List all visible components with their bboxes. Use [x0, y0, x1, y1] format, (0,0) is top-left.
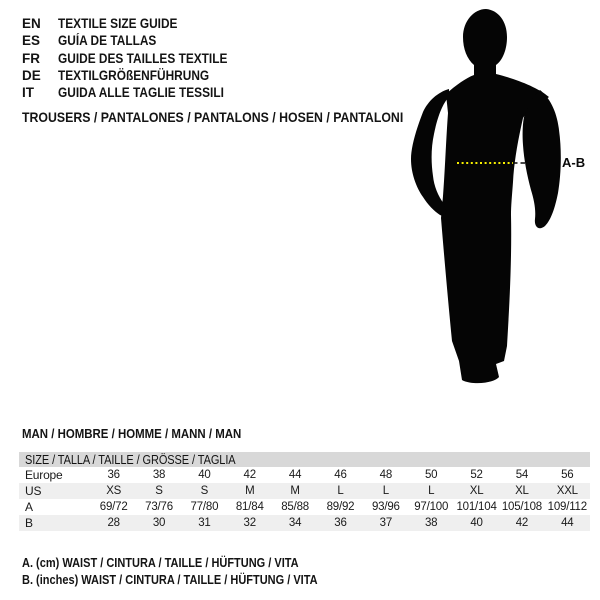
- size-cell: 44: [288, 469, 302, 481]
- row-label: US: [25, 484, 42, 498]
- man-silhouette-figure: [390, 0, 600, 400]
- note-waist-cm-text: A. (cm) WAIST / CINTURA / TAILLE / HÜFTUNG / VITA: [22, 556, 299, 571]
- size-cell: 105/108: [501, 501, 542, 513]
- language-row: [22, 84, 251, 101]
- size-cell: 30: [152, 517, 166, 529]
- language-label: GUÍA DE TALLAS: [58, 33, 157, 49]
- language-row: [22, 15, 251, 32]
- size-cell: L: [337, 485, 344, 497]
- language-code: DE: [22, 68, 41, 84]
- language-code: FR: [22, 50, 40, 66]
- size-cell: 77/80: [190, 501, 219, 513]
- size-cell: 73/76: [145, 501, 173, 513]
- row-label: A: [25, 500, 33, 514]
- language-row: [22, 32, 251, 49]
- size-cell: 40: [470, 517, 483, 529]
- size-cell: 56: [561, 469, 574, 481]
- language-code: ES: [22, 33, 41, 49]
- language-label: GUIDE DES TAILLES TEXTILE: [58, 50, 228, 66]
- language-row: [22, 67, 251, 84]
- size-cell: 69/72: [99, 501, 128, 513]
- size-cell: 50: [424, 469, 438, 481]
- note-waist-cm: [22, 555, 358, 572]
- language-label: GUIDA ALLE TAGLIE TESSILI: [58, 85, 224, 101]
- size-table-body: [19, 467, 590, 531]
- size-cell: 89/92: [326, 501, 355, 513]
- size-cell: 42: [515, 517, 529, 529]
- row-label: B: [25, 516, 33, 530]
- size-cell: 31: [198, 517, 211, 529]
- size-cell: M: [245, 485, 255, 497]
- size-cell: 38: [424, 517, 438, 529]
- size-table: [19, 452, 590, 531]
- category-title-text: TROUSERS / PANTALONES / PANTALONS / HOSEN / PANTALONI: [22, 109, 404, 125]
- size-cell: 46: [334, 469, 347, 481]
- note-waist-inches: [22, 572, 358, 589]
- silhouette-right-arm: [523, 90, 561, 228]
- size-cell: XL: [515, 485, 529, 497]
- size-cell: L: [428, 485, 435, 497]
- size-cell: 36: [107, 469, 120, 481]
- language-legend: [22, 15, 251, 101]
- section-title: [22, 426, 271, 441]
- size-cell: 97/100: [414, 501, 449, 513]
- size-cell: 42: [243, 469, 256, 481]
- size-cell: 93/96: [371, 501, 400, 513]
- section-title-text: MAN / HOMBRE / HOMME / MANN / MAN: [22, 426, 242, 441]
- size-cell: 40: [198, 469, 211, 481]
- size-cell: 85/88: [281, 501, 309, 513]
- language-label: TEXTILGRÖßENFÜHRUNG: [58, 68, 210, 84]
- size-cell: 101/104: [456, 501, 497, 513]
- language-label: TEXTILE SIZE GUIDE: [58, 16, 178, 32]
- size-cell: 32: [243, 517, 256, 529]
- size-table-row: [19, 483, 590, 499]
- size-cell: 28: [107, 517, 120, 529]
- size-table-header-row: [19, 452, 590, 467]
- size-table-row: [19, 467, 590, 483]
- size-cell: 37: [379, 517, 393, 529]
- size-cell: XS: [106, 485, 122, 497]
- note-waist-inches-text: B. (inches) WAIST / CINTURA / TAILLE / HÜFTUNG / VITA: [22, 572, 318, 587]
- size-cell: S: [200, 485, 209, 497]
- size-cell: 81/84: [235, 501, 264, 513]
- language-code: EN: [22, 16, 41, 32]
- measure-label: A-B: [562, 155, 586, 170]
- size-cell: 38: [152, 469, 166, 481]
- size-cell: 34: [288, 517, 302, 529]
- size-cell: 54: [515, 469, 529, 481]
- size-cell: 109/112: [547, 501, 587, 513]
- size-table-row: [19, 499, 590, 515]
- size-table-header: SIZE / TALLA / TAILLE / GRÖSSE / TAGLIA: [25, 452, 236, 467]
- language-code: IT: [22, 85, 34, 101]
- size-cell: 44: [561, 517, 574, 529]
- size-cell: XXL: [556, 485, 578, 497]
- language-row: [22, 50, 251, 67]
- size-cell: M: [290, 485, 300, 497]
- size-cell: 52: [470, 469, 483, 481]
- size-table-row: [19, 515, 590, 531]
- size-cell: 36: [334, 517, 347, 529]
- size-cell: S: [155, 485, 163, 497]
- size-cell: XL: [469, 485, 484, 497]
- measurement-notes: [22, 555, 358, 588]
- row-label: Europe: [25, 468, 63, 482]
- size-cell: L: [382, 485, 389, 497]
- size-cell: 48: [379, 469, 393, 481]
